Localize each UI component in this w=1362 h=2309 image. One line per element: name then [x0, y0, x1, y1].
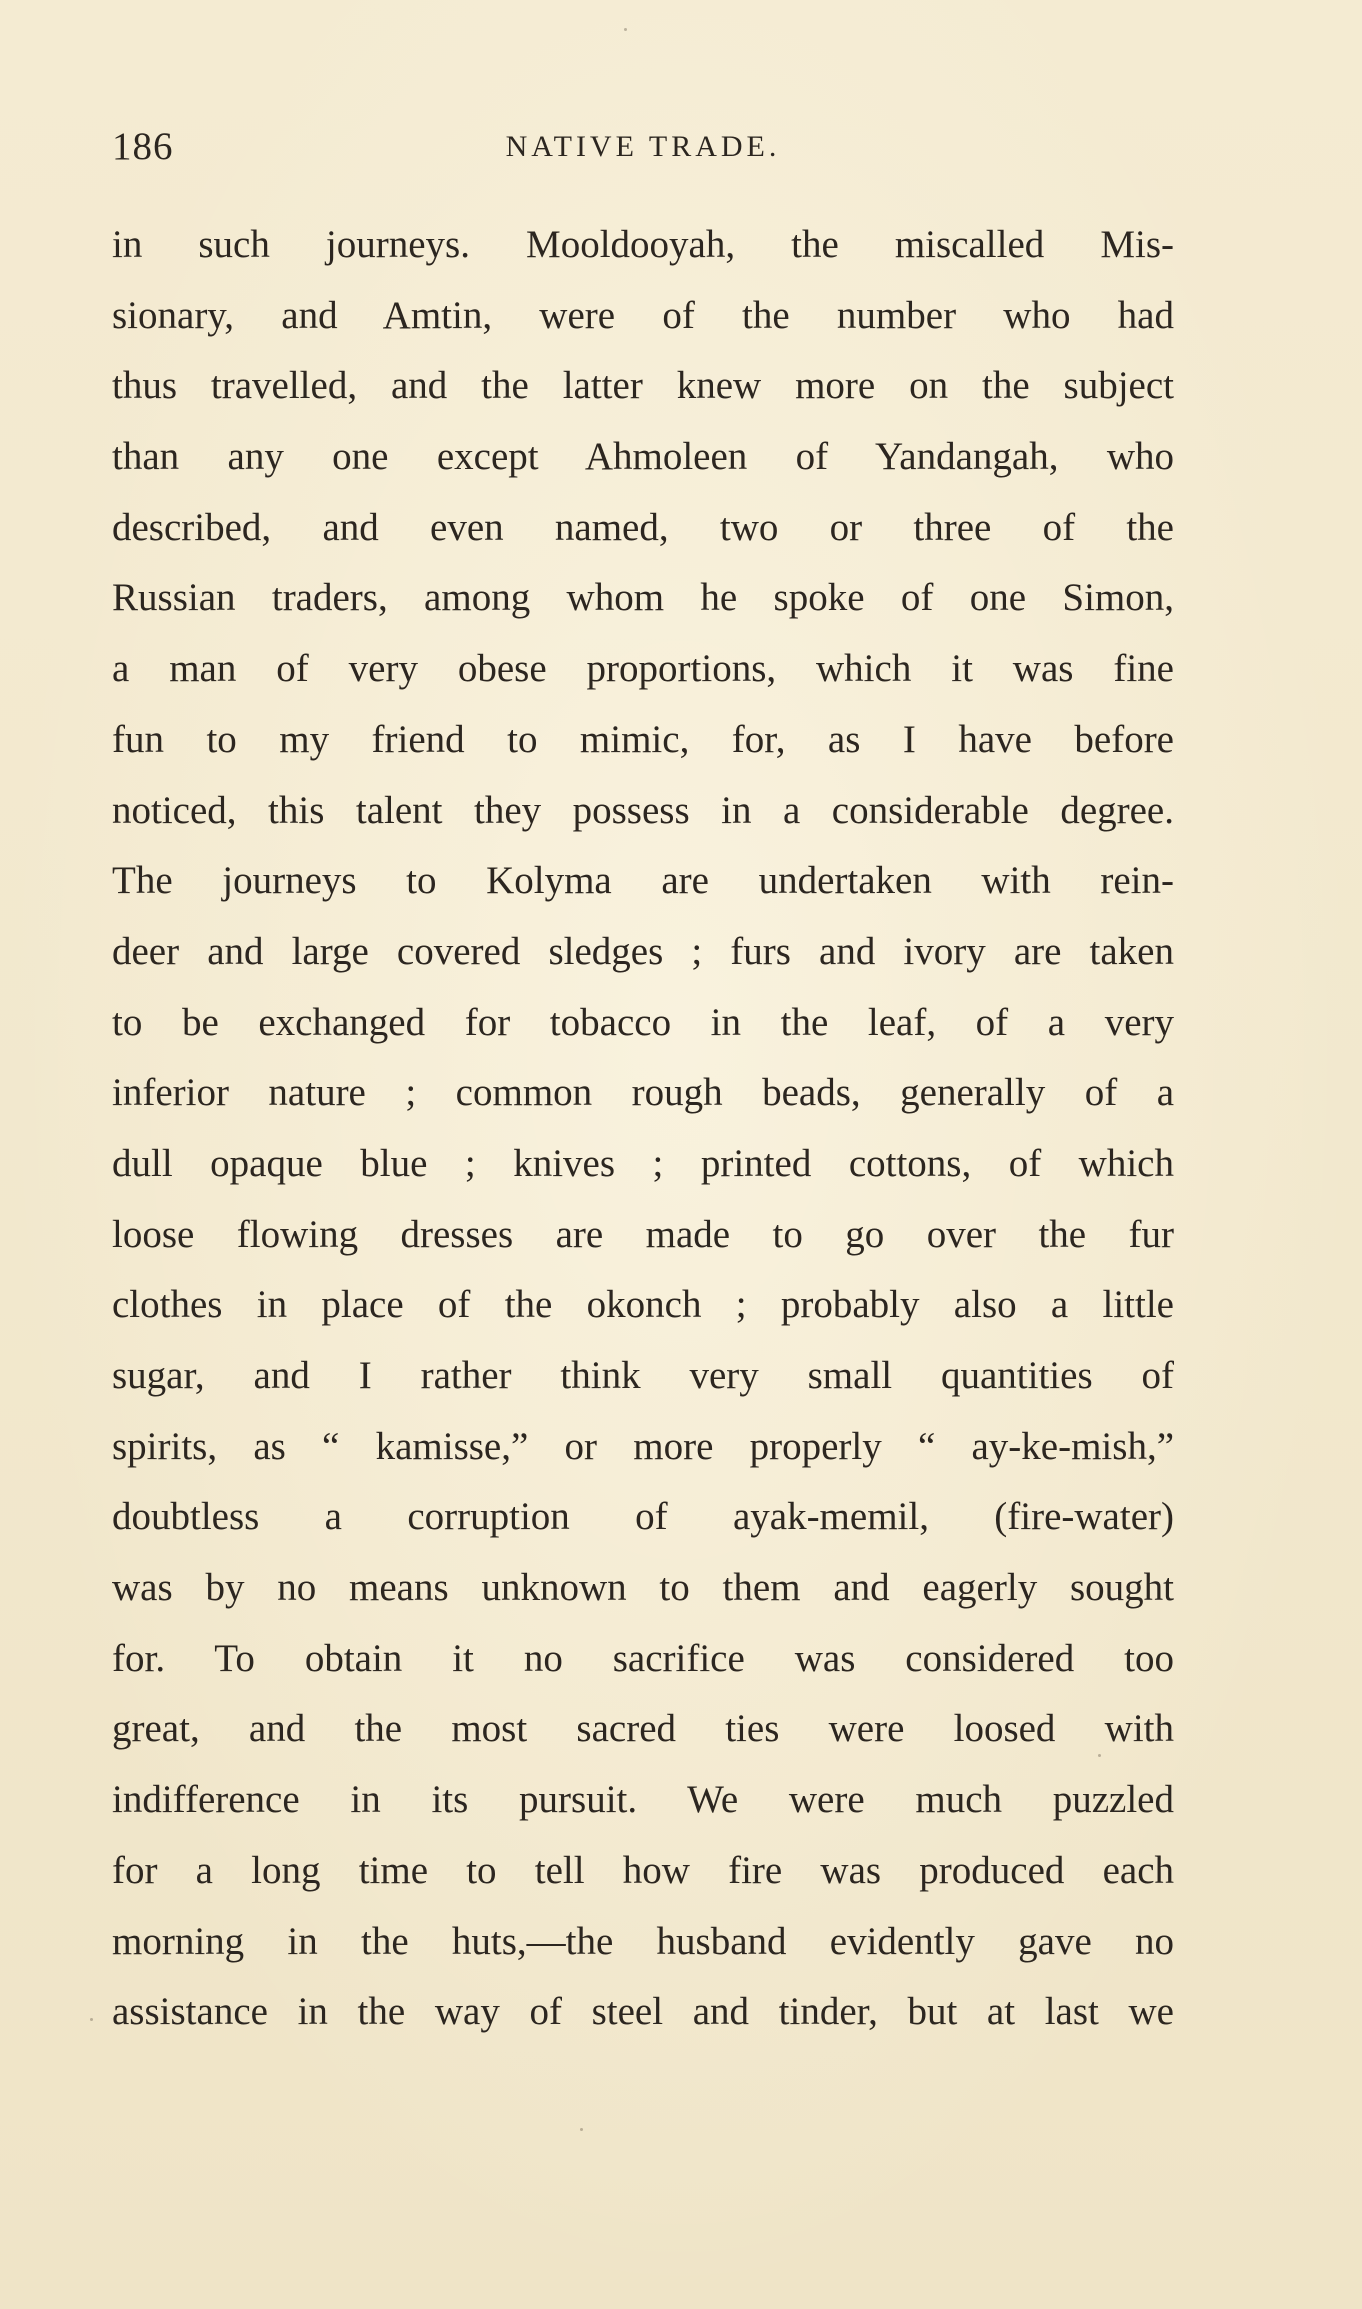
body-text: [112, 210, 1174, 2048]
page-header: [112, 124, 1174, 184]
page-number: 186: [112, 125, 174, 168]
text-line: assistance in the way of steel and tinder, but at last we: [112, 1990, 1174, 2034]
text-line: The journeys to Kolyma are undertaken with rein-: [112, 859, 1174, 903]
text-line: great, and the most sacred ties were loosed with: [112, 1707, 1174, 1751]
text-line: than any one except Ahmoleen of Yandangah, who: [112, 435, 1174, 479]
text-line: described, and even named, two or three of the: [112, 505, 1174, 549]
text-line: was by no means unknown to them and eagerly sought: [112, 1566, 1174, 1610]
paper-speck: [624, 28, 627, 31]
text-line: loose flowing dresses are made to go over the fur: [112, 1212, 1174, 1256]
text-line: indifference in its pursuit. We were much puzzled: [112, 1778, 1174, 1822]
text-line: Russian traders, among whom he spoke of one Simon,: [112, 576, 1174, 620]
text-line: for. To obtain it no sacrifice was considered too: [112, 1636, 1174, 1680]
text-line: thus travelled, and the latter knew more on the subject: [112, 364, 1174, 408]
text-line: to be exchanged for tobacco in the leaf, of a very: [112, 1000, 1174, 1044]
text-line: noticed, this talent they possess in a considerable degree.: [112, 788, 1174, 832]
text-line: clothes in place of the okonch ; probably also a little: [112, 1283, 1174, 1327]
paper-speck: [580, 2128, 583, 2131]
text-line: doubtless a corruption of ayak-memil, (fire-water): [112, 1495, 1174, 1539]
text-line: for a long time to tell how fire was produced each: [112, 1848, 1174, 1892]
text-line: sugar, and I rather think very small quantities of: [112, 1354, 1174, 1397]
text-line: in such journeys. Mooldooyah, the miscalled Mis-: [112, 223, 1174, 266]
text-line: deer and large covered sledges ; furs and ivory are taken: [112, 929, 1174, 973]
text-line: fun to my friend to mimic, for, as I have before: [112, 717, 1174, 761]
text-line: morning in the huts,—the husband evidently gave no: [112, 1919, 1174, 1963]
text-line: dull opaque blue ; knives ; printed cottons, of which: [112, 1141, 1174, 1185]
text-line: inferior nature ; common rough beads, generally of a: [112, 1071, 1174, 1115]
running-head: NATIVE TRADE.: [505, 130, 781, 163]
text-line: spirits, as “ kamisse,” or more properly “ ay-ke-mish,”: [112, 1424, 1174, 1468]
text-line: a man of very obese proportions, which it was fine: [112, 647, 1174, 691]
text-line: sionary, and Amtin, were of the number who had: [112, 293, 1174, 337]
paper-speck: [90, 2018, 93, 2021]
paper-speck: [1098, 1754, 1101, 1757]
